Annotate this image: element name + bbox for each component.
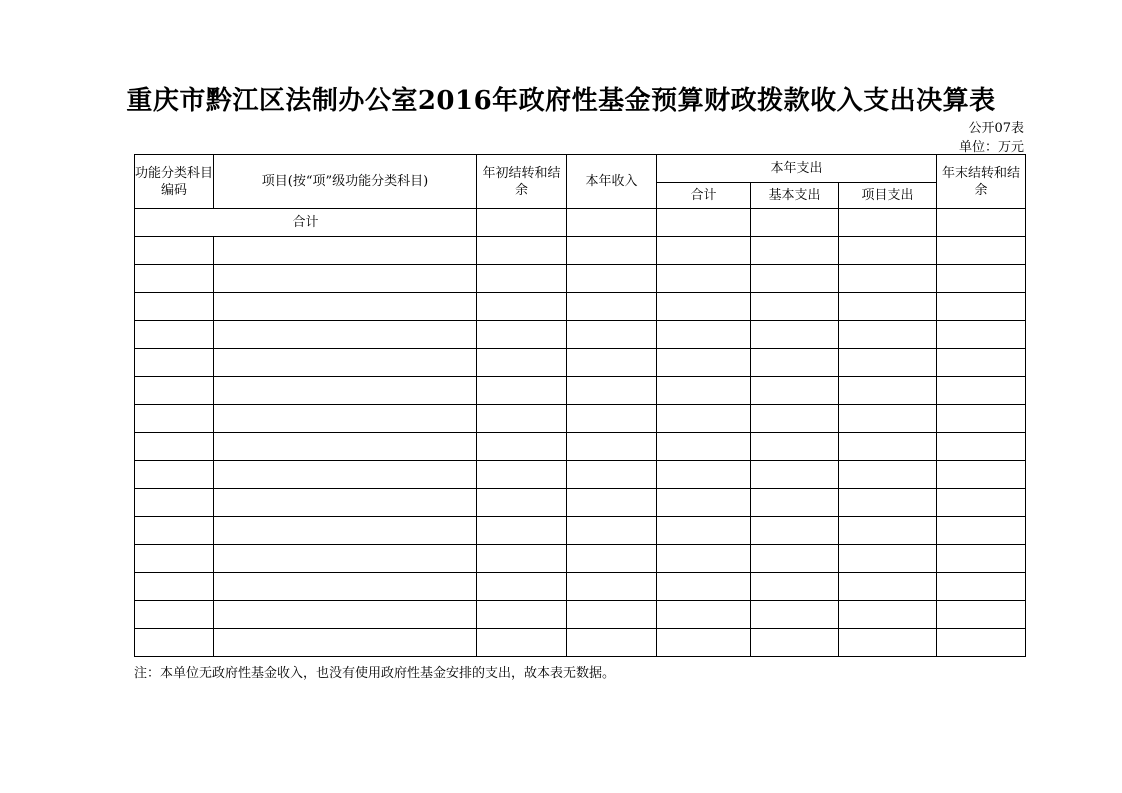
table-cell	[477, 237, 567, 265]
table-cell	[751, 265, 839, 293]
table-cell	[567, 293, 657, 321]
form-number: 公开07表	[968, 121, 1024, 136]
table-cell	[135, 237, 214, 265]
table-cell	[937, 349, 1026, 377]
table-cell	[657, 433, 751, 461]
table-cell	[657, 349, 751, 377]
table-cell	[477, 629, 567, 657]
table-cell	[839, 433, 937, 461]
table-cell	[839, 489, 937, 517]
header-begin-balance: 年初结转和结余	[477, 155, 567, 209]
table-cell	[839, 629, 937, 657]
total-cell	[477, 209, 567, 237]
table-row	[135, 545, 1026, 573]
header-expenditure-group: 本年支出	[657, 155, 937, 183]
table-row	[135, 321, 1026, 349]
table-cell	[567, 265, 657, 293]
table-cell	[937, 237, 1026, 265]
table-cell	[839, 293, 937, 321]
table-row	[135, 601, 1026, 629]
table-cell	[839, 601, 937, 629]
table-cell	[937, 461, 1026, 489]
table-cell	[839, 461, 937, 489]
total-cell	[937, 209, 1026, 237]
table-row	[135, 573, 1026, 601]
table-cell	[567, 377, 657, 405]
table-cell	[567, 601, 657, 629]
table-cell	[135, 377, 214, 405]
table-cell	[657, 629, 751, 657]
table-cell	[751, 573, 839, 601]
table-cell	[477, 321, 567, 349]
table-cell	[657, 517, 751, 545]
table-cell	[135, 265, 214, 293]
table-cell	[937, 573, 1026, 601]
table-cell	[839, 237, 937, 265]
table-cell	[657, 265, 751, 293]
table-cell	[657, 377, 751, 405]
table-cell	[751, 629, 839, 657]
table-cell	[135, 545, 214, 573]
total-cell	[839, 209, 937, 237]
table-cell	[567, 433, 657, 461]
table-cell	[937, 377, 1026, 405]
table-cell	[751, 349, 839, 377]
table-cell	[477, 573, 567, 601]
table-cell	[937, 545, 1026, 573]
table-cell	[135, 489, 214, 517]
table-row	[135, 265, 1026, 293]
table-cell	[839, 517, 937, 545]
table-row	[135, 433, 1026, 461]
table-cell	[567, 489, 657, 517]
total-cell	[751, 209, 839, 237]
table-cell	[214, 377, 477, 405]
table-cell	[937, 489, 1026, 517]
table-cell	[567, 461, 657, 489]
table-cell	[937, 517, 1026, 545]
table-cell	[214, 629, 477, 657]
table-cell	[839, 321, 937, 349]
table-cell	[657, 461, 751, 489]
header-income: 本年收入	[567, 155, 657, 209]
table-cell	[657, 237, 751, 265]
table-row	[135, 405, 1026, 433]
table-cell	[214, 489, 477, 517]
footnote: 注：本单位无政府性基金收入，也没有使用政府性基金安排的支出，故本表无数据。	[134, 666, 616, 681]
table-cell	[751, 601, 839, 629]
table-cell	[135, 321, 214, 349]
total-row	[135, 209, 1026, 237]
table-cell	[567, 573, 657, 601]
table-cell	[657, 489, 751, 517]
table-cell	[839, 405, 937, 433]
table-row	[135, 461, 1026, 489]
total-label: 合计	[135, 209, 477, 237]
table-cell	[477, 405, 567, 433]
table-cell	[751, 405, 839, 433]
budget-table	[134, 154, 1026, 657]
table-cell	[567, 629, 657, 657]
table-cell	[937, 321, 1026, 349]
table-cell	[477, 545, 567, 573]
table-cell	[477, 265, 567, 293]
table-cell	[135, 405, 214, 433]
header-item: 项目(按“项”级功能分类科目)	[214, 155, 477, 209]
table-cell	[839, 545, 937, 573]
table-cell	[751, 461, 839, 489]
table-cell	[477, 293, 567, 321]
table-cell	[751, 433, 839, 461]
page-title: 重庆市黔江区法制办公室2016年政府性基金预算财政拨款收入支出决算表	[126, 86, 996, 116]
table-row	[135, 489, 1026, 517]
table-cell	[657, 601, 751, 629]
table-cell	[937, 601, 1026, 629]
table-row	[135, 349, 1026, 377]
table-cell	[751, 545, 839, 573]
table-cell	[214, 293, 477, 321]
table-row	[135, 237, 1026, 265]
table-cell	[839, 377, 937, 405]
table-cell	[135, 461, 214, 489]
table-row	[135, 293, 1026, 321]
table-cell	[477, 433, 567, 461]
table-cell	[214, 237, 477, 265]
table-cell	[135, 293, 214, 321]
table-cell	[567, 349, 657, 377]
table-cell	[567, 321, 657, 349]
table-cell	[135, 433, 214, 461]
table-cell	[937, 265, 1026, 293]
header-exp-total: 合计	[657, 183, 751, 209]
header-exp-basic: 基本支出	[751, 183, 839, 209]
table-cell	[477, 461, 567, 489]
header-exp-project: 项目支出	[839, 183, 937, 209]
table-cell	[477, 601, 567, 629]
table-cell	[567, 405, 657, 433]
table-cell	[839, 573, 937, 601]
header-row-1	[135, 155, 1026, 183]
table-cell	[937, 293, 1026, 321]
unit-label: 单位：万元	[958, 140, 1024, 155]
table-cell	[751, 489, 839, 517]
table-cell	[135, 601, 214, 629]
table-cell	[567, 237, 657, 265]
table-cell	[214, 461, 477, 489]
total-cell	[657, 209, 751, 237]
table-cell	[135, 573, 214, 601]
table-cell	[214, 517, 477, 545]
table-cell	[937, 629, 1026, 657]
table-cell	[214, 265, 477, 293]
table-cell	[214, 405, 477, 433]
table-cell	[477, 517, 567, 545]
table-cell	[477, 489, 567, 517]
table-cell	[839, 349, 937, 377]
table-cell	[214, 573, 477, 601]
table-cell	[477, 377, 567, 405]
header-end-balance: 年末结转和结余	[937, 155, 1026, 209]
table-cell	[214, 321, 477, 349]
table-row	[135, 517, 1026, 545]
table-cell	[214, 433, 477, 461]
table-cell	[214, 601, 477, 629]
table-cell	[657, 321, 751, 349]
table-cell	[657, 405, 751, 433]
table-cell	[751, 293, 839, 321]
table-cell	[937, 405, 1026, 433]
table-cell	[477, 349, 567, 377]
table-cell	[751, 377, 839, 405]
table-cell	[937, 433, 1026, 461]
table-cell	[839, 265, 937, 293]
header-code: 功能分类科目编码	[135, 155, 214, 209]
table-cell	[214, 349, 477, 377]
table-cell	[751, 237, 839, 265]
table-cell	[657, 545, 751, 573]
table-row	[135, 629, 1026, 657]
table-cell	[657, 293, 751, 321]
table-cell	[657, 573, 751, 601]
table-cell	[214, 545, 477, 573]
table-cell	[751, 517, 839, 545]
table-row	[135, 377, 1026, 405]
table-cell	[567, 517, 657, 545]
table-cell	[135, 629, 214, 657]
table-cell	[567, 545, 657, 573]
total-cell	[567, 209, 657, 237]
table-cell	[135, 517, 214, 545]
table-cell	[751, 321, 839, 349]
table-cell	[135, 349, 214, 377]
